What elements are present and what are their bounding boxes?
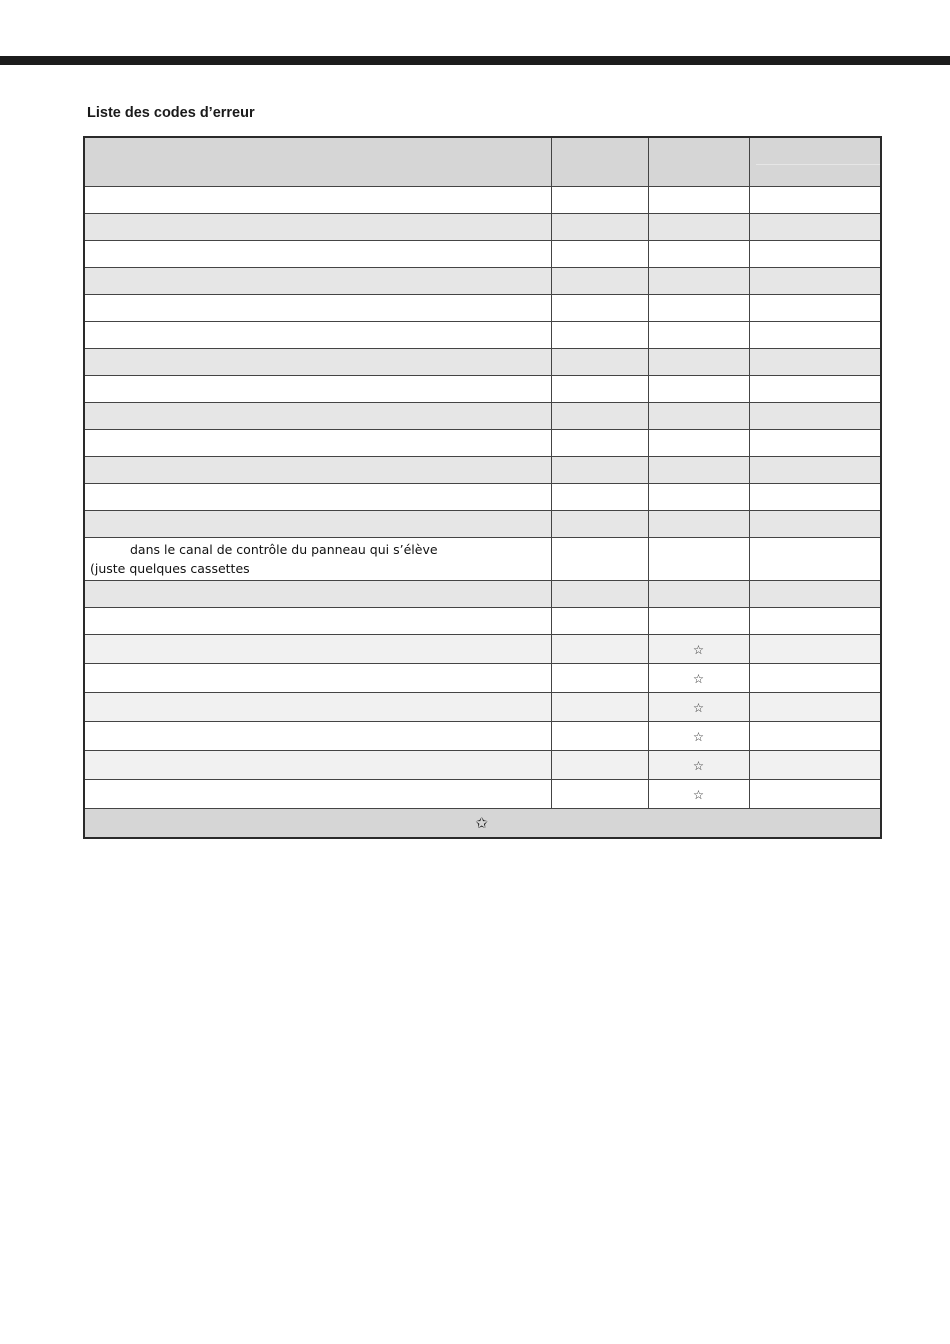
star-icon: ☆	[648, 780, 749, 809]
star-icon: ☆	[648, 751, 749, 780]
table-header-row	[84, 137, 881, 187]
table-row	[84, 187, 881, 214]
table-row	[84, 322, 881, 349]
table-row	[84, 608, 881, 635]
table-row	[84, 484, 881, 511]
table-row	[84, 780, 881, 809]
header-cell-description	[84, 137, 551, 187]
table-row	[84, 722, 881, 751]
table-row	[84, 538, 881, 581]
table-row	[84, 403, 881, 430]
table-footer-row	[84, 809, 881, 838]
table-row	[84, 635, 881, 664]
header-cell-2	[551, 137, 648, 187]
table-row	[84, 268, 881, 295]
header-cell-4	[749, 137, 881, 187]
table-row	[84, 214, 881, 241]
table-row	[84, 581, 881, 608]
table-row	[84, 376, 881, 403]
error-code-table	[83, 136, 882, 839]
footnote-star-icon: ✩	[475, 813, 488, 832]
table-row	[84, 693, 881, 722]
table-row	[84, 751, 881, 780]
table-row	[84, 664, 881, 693]
table-row	[84, 511, 881, 538]
star-icon: ☆	[648, 664, 749, 693]
page-title: Liste des codes d’erreur	[87, 105, 255, 121]
star-icon: ☆	[648, 635, 749, 664]
table-row	[84, 457, 881, 484]
table-row	[84, 295, 881, 322]
star-icon: ☆	[648, 693, 749, 722]
star-icon: ☆	[648, 722, 749, 751]
table-row	[84, 349, 881, 376]
footer-cell	[84, 809, 881, 838]
description-line-1: dans le canal de contrôle du panneau qui s’élève	[130, 542, 438, 557]
table-row	[84, 430, 881, 457]
header-cell-3	[648, 137, 749, 187]
top-rule	[0, 56, 950, 65]
table-row	[84, 241, 881, 268]
error-description	[84, 538, 551, 581]
description-line-2: (juste quelques cassettes	[90, 561, 250, 576]
